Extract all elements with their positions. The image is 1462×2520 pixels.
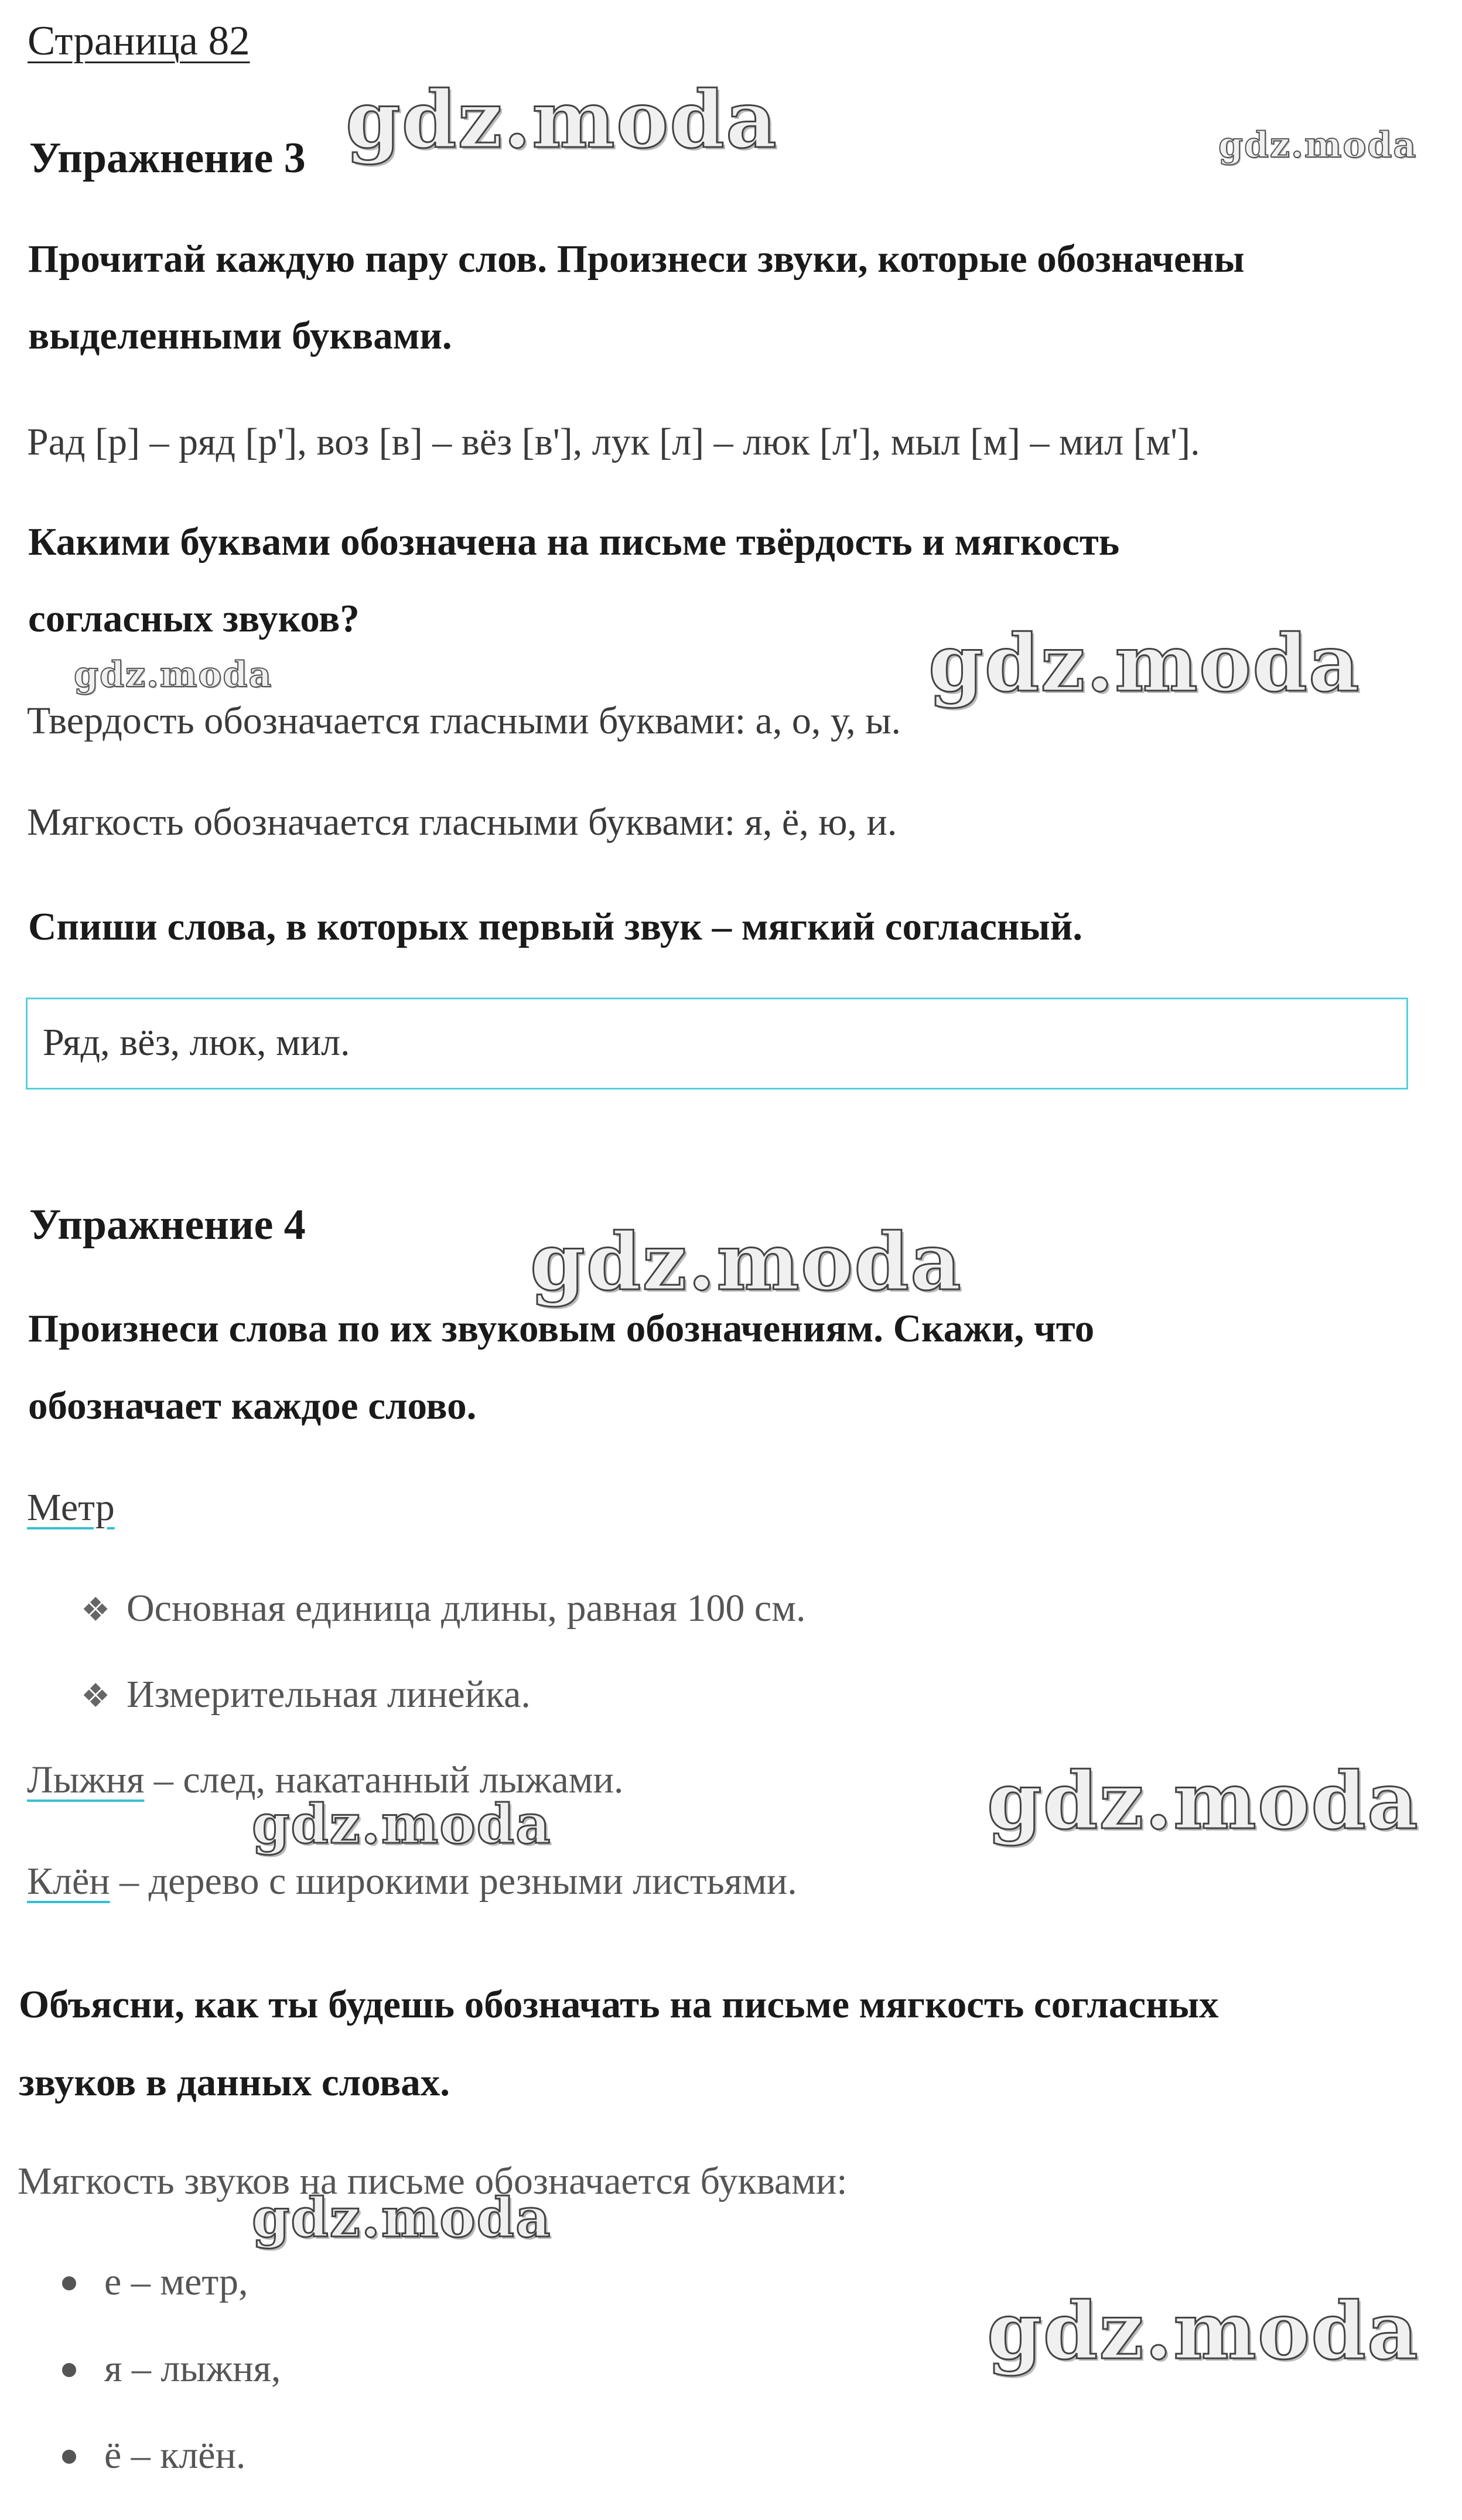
ex3-answer-text: Ряд, вёз, люк, мил. — [43, 1021, 350, 1064]
watermark-logo: gdz.moda — [252, 1792, 552, 1856]
watermark-logo: gdz.moda — [530, 1215, 962, 1308]
ex4-question-2-line-2: звуков в данных словах. — [19, 2061, 450, 2104]
page-label[interactable]: Страница 82 — [28, 18, 250, 64]
diamond-bullet-icon: ❖ — [81, 1678, 111, 1715]
ex4-question-1-line-1: Произнеси слова по их звуковым обозначениям. Скажи, что — [28, 1307, 1095, 1350]
ex3-question-1-line-1: Прочитай каждую пару слов. Произнеси звуки, которые обозначены — [28, 237, 1245, 281]
ex3-answer-box — [26, 998, 1408, 1090]
ex4-word-klyon[interactable]: Клён — [27, 1860, 110, 1903]
list-item: я – лыжня, — [104, 2347, 281, 2390]
ex4-word-lyzhnya[interactable]: Лыжня — [27, 1758, 145, 1801]
exercise-3-title: Упражнение 3 — [29, 134, 306, 182]
bullet-dot-icon — [62, 2363, 76, 2377]
list-item: е – метр, — [104, 2261, 248, 2303]
exercise-4-title: Упражнение 4 — [29, 1201, 306, 1249]
bullet-dot-icon — [62, 2450, 76, 2464]
watermark-logo: gdz.moda — [987, 1754, 1419, 1847]
list-item — [81, 1586, 805, 1631]
meaning-text: Основная единица длины, равная 100 см. — [127, 1587, 806, 1630]
ex3-word-pairs: Рад [р] – ряд [р'], воз [в] – вёз [в'], лук [л] – люк [л'], мыл [м] – мил [м']. — [27, 421, 1200, 463]
ex4-question-1-line-2: обозначает каждое слово. — [28, 1384, 477, 1428]
list-item: ё – клён. — [104, 2434, 246, 2477]
ex3-question-2-line-2: согласных звуков? — [28, 597, 360, 640]
ex4-word-metr[interactable]: Метр — [27, 1486, 115, 1529]
list-item — [81, 1672, 531, 1717]
ex4-lyzhnya-definition: – след, накатанный лыжами. — [144, 1758, 624, 1801]
watermark-logo: gdz.moda — [928, 617, 1361, 709]
meaning-text: Измерительная линейка. — [127, 1673, 531, 1716]
watermark-logo: gdz.moda — [252, 2186, 552, 2249]
ex4-klyon-line — [27, 1859, 797, 1904]
watermark-logo: gdz.moda — [987, 2285, 1419, 2377]
watermark-logo: gdz.moda — [1218, 125, 1417, 166]
ex4-question-2-line-1: Объясни, как ты будешь обозначать на письме мягкость согласных — [19, 1983, 1219, 2026]
ex3-question-2-line-1: Какими буквами обозначена на письме твёрдость и мягкость — [28, 520, 1120, 564]
ex3-question-1-line-2: выделенными буквами. — [28, 314, 452, 357]
diamond-bullet-icon: ❖ — [81, 1592, 111, 1628]
bullet-dot-icon — [62, 2276, 76, 2290]
ex3-question-3: Спиши слова, в которых первый звук – мягкий согласный. — [28, 905, 1083, 948]
ex3-softness-answer: Мягкость обозначается гласными буквами: я, ё, ю, и. — [27, 801, 897, 844]
watermark-logo: gdz.moda — [74, 654, 273, 695]
watermark-logo: gdz.moda — [346, 73, 778, 166]
ex3-hardness-answer: Твердость обозначается гласными буквами: а, о, у, ы. — [27, 699, 901, 742]
ex4-softness-intro: Мягкость звуков на письме обозначается буквами: — [18, 2160, 848, 2203]
ex4-klyon-definition: – дерево с широкими резными листьями. — [110, 1860, 797, 1903]
